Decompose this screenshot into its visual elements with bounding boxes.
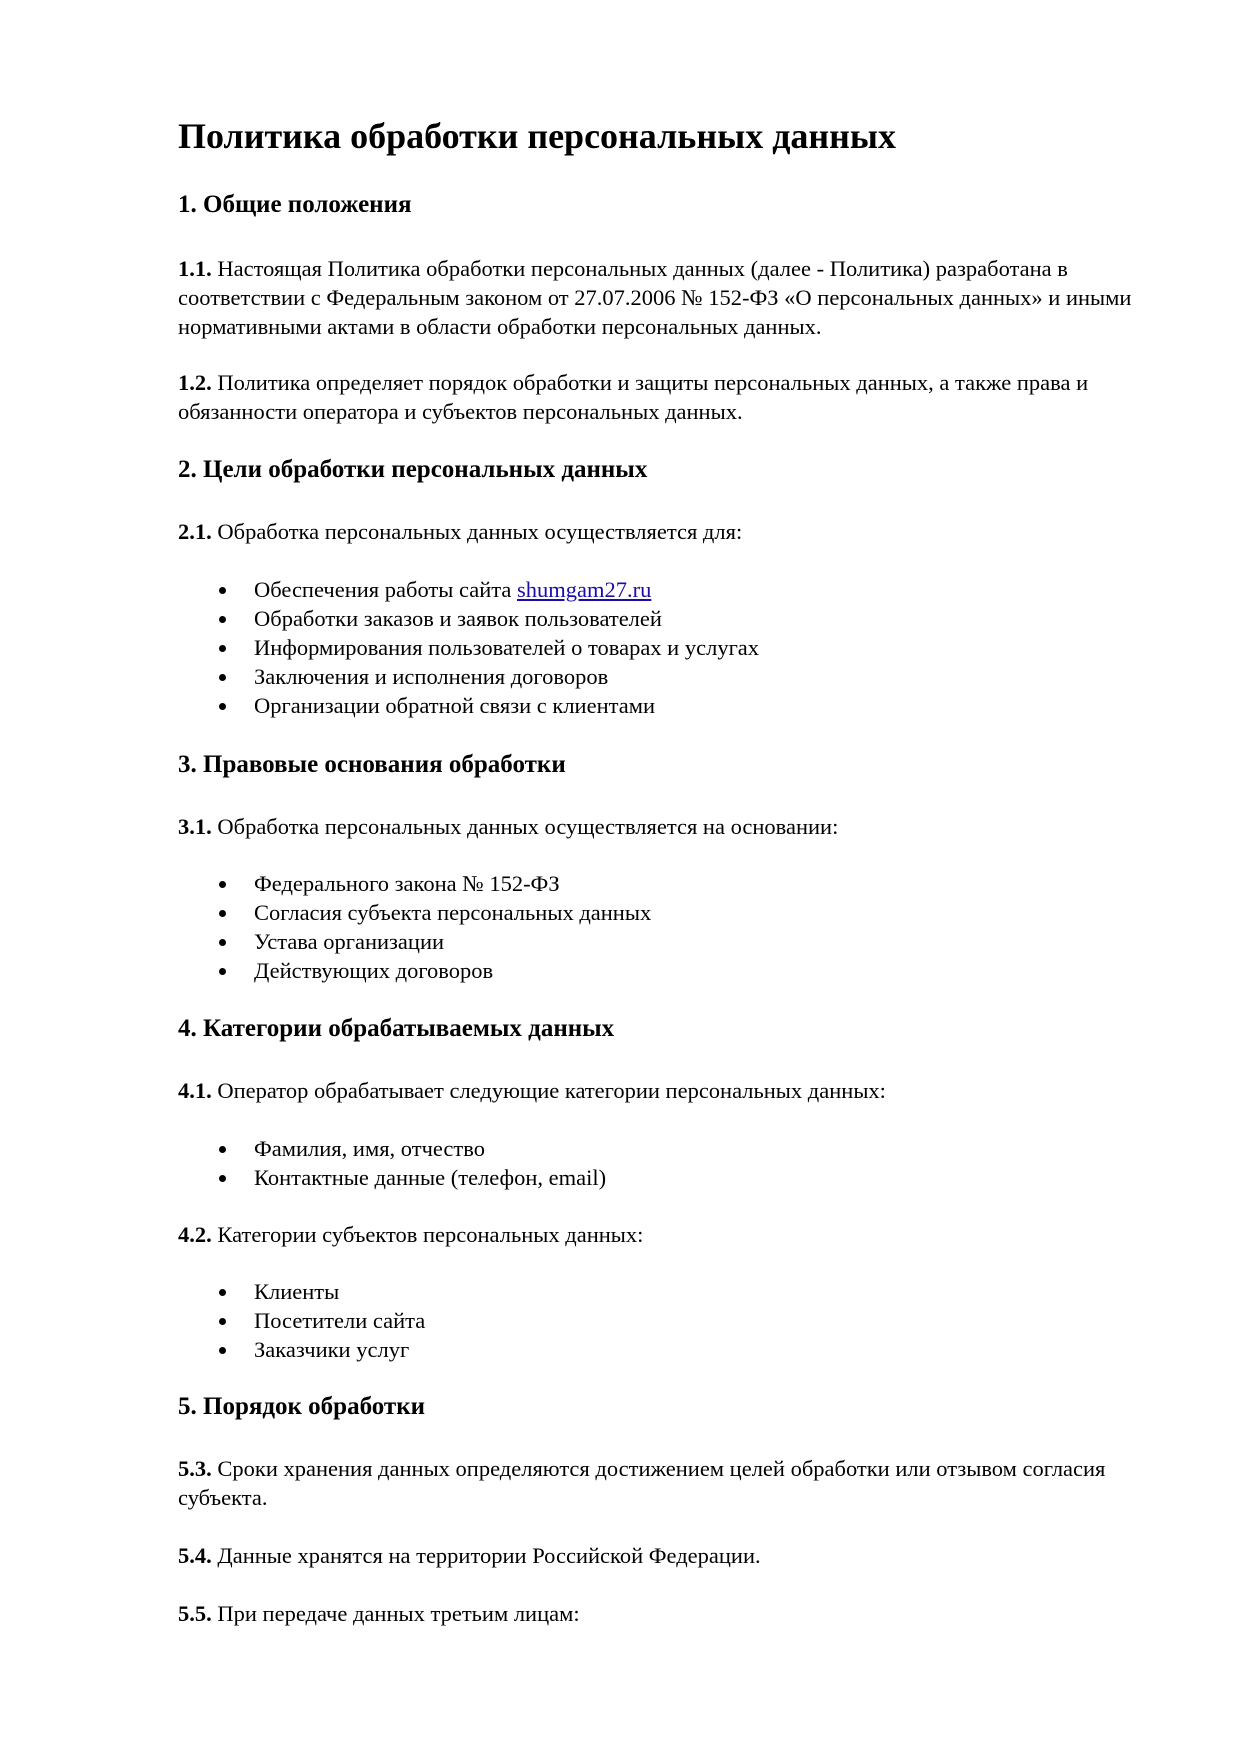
list-item-text: Информирования пользователей о товарах и услугах [254,635,760,660]
list-item [178,662,759,691]
list-item [178,691,759,720]
list-item-text: Обработки заказов и заявок пользователей [254,606,662,631]
paragraph-text: Сроки хранения данных определяются достижением целей обработки или отзывом согласия субъекта. [178,1456,1106,1510]
paragraph-number: 1.2. [178,370,212,395]
list-item-text: Заключения и исполнения договоров [254,664,609,689]
list-item-text: Действующих договоров [254,958,494,983]
paragraph-number: 4.1. [178,1078,212,1103]
paragraph-number: 4.2. [178,1222,212,1247]
list-item [178,633,759,662]
section-2-heading: 2. Цели обработки персональных данных [178,456,648,483]
bullet-icon [219,1175,226,1182]
list-item-text: Контактные данные (телефон, email) [254,1165,607,1190]
paragraph-4-1 [178,1076,1168,1105]
section-5-heading: 5. Порядок обработки [178,1393,426,1420]
paragraph-4-2 [178,1220,1168,1249]
list-item-text: Заказчики услуг [254,1337,410,1362]
list-item-text: Клиенты [254,1279,340,1304]
paragraph-number: 2.1. [178,519,212,544]
bullet-icon [219,939,226,946]
paragraph-number: 3.1. [178,814,212,839]
bullet-icon [219,1347,226,1354]
list-item [178,898,651,927]
data-categories-list [178,1134,606,1192]
list-item [178,1134,606,1163]
list-item-text: Устава организации [254,929,445,954]
paragraph-number: 1.1. [178,256,212,281]
bullet-icon [219,587,226,594]
site-link[interactable]: shumgam27.ru [516,577,652,602]
list-item-text: Посетители сайта [254,1308,426,1333]
list-item-text: Обеспечения работы сайта [254,577,517,602]
bullet-icon [219,1289,226,1296]
paragraph-text: Оператор обрабатывает следующие категории персональных данных: [217,1078,886,1103]
paragraph-number: 5.5. [178,1601,212,1626]
purposes-list [178,575,759,720]
bullet-icon [219,616,226,623]
bullet-icon [219,1318,226,1325]
bullet-icon [219,968,226,975]
list-item [178,575,759,604]
section-3-heading: 3. Правовые основания обработки [178,751,566,778]
list-item-text: Федерального закона № 152-ФЗ [254,871,560,896]
bullet-icon [219,703,226,710]
paragraph-text: При передаче данных третьим лицам: [217,1601,580,1626]
paragraph-text: Обработка персональных данных осуществляется для: [217,519,743,544]
list-item [178,1277,425,1306]
paragraph-text: Обработка персональных данных осуществляется на основании: [217,814,839,839]
paragraph-text: Данные хранятся на территории Российской Федерации. [217,1543,761,1568]
section-1-heading: 1. Общие положения [178,191,412,218]
legal-basis-list [178,869,651,985]
paragraph-5-4 [178,1541,1168,1570]
list-item-text: Организации обратной связи с клиентами [254,693,655,718]
list-item [178,1163,606,1192]
bullet-icon [219,645,226,652]
paragraph-text: Настоящая Политика обработки персональных данных (далее - Политика) разработана в соответствии с Федеральным законом от 27.07.2006 № 152-ФЗ «О персональных данных» и иными нормативными актами в области обработки персональных данных. [178,256,1132,339]
list-item [178,1306,425,1335]
paragraph-text: Категории субъектов персональных данных: [217,1222,644,1247]
list-item [178,869,651,898]
paragraph-number: 5.4. [178,1543,212,1568]
bullet-icon [219,910,226,917]
paragraph-1-2 [178,368,1168,426]
list-item-text: Фамилия, имя, отчество [254,1136,485,1161]
paragraph-2-1 [178,517,1168,546]
list-item [178,604,759,633]
paragraph-3-1 [178,812,1168,841]
document-title: Политика обработки персональных данных [178,116,896,156]
paragraph-number: 5.3. [178,1456,212,1481]
paragraph-1-1 [178,254,1168,341]
list-item [178,927,651,956]
list-item-text: Согласия субъекта персональных данных [254,900,652,925]
subject-categories-list [178,1277,425,1364]
paragraph-text: Политика определяет порядок обработки и защиты персональных данных, а также права и обязанности оператора и субъектов персональных данных. [178,370,1089,424]
bullet-icon [219,1146,226,1153]
list-item [178,1335,425,1364]
section-4-heading: 4. Категории обрабатываемых данных [178,1015,615,1042]
bullet-icon [219,881,226,888]
paragraph-5-3 [178,1454,1168,1512]
paragraph-5-5 [178,1599,1168,1628]
bullet-icon [219,674,226,681]
list-item [178,956,651,985]
